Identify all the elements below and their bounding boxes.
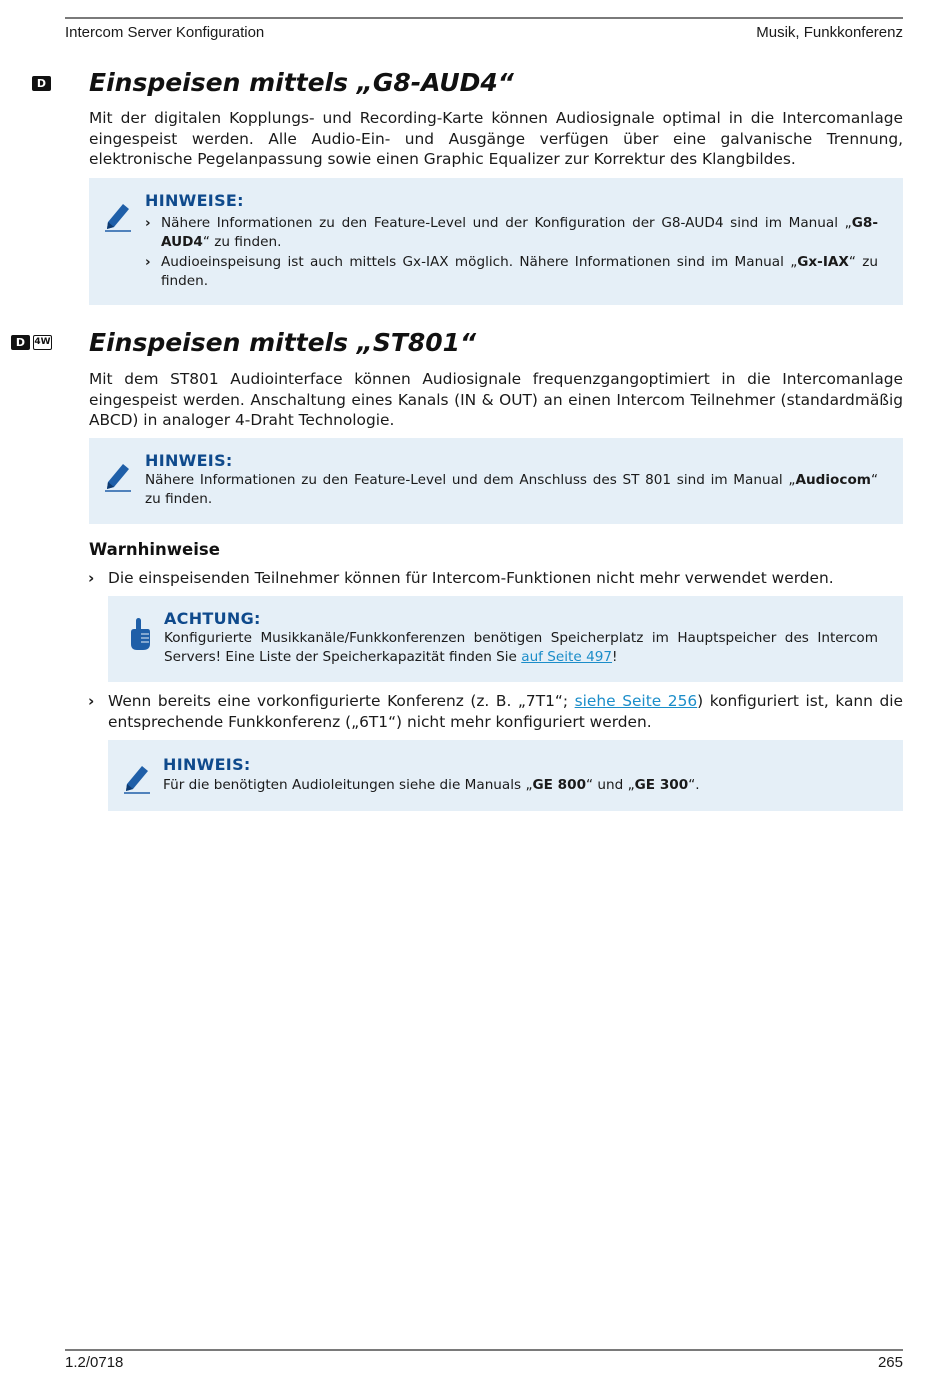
chevron-right-icon: › (145, 254, 151, 270)
caution-title: ACHTUNG: (164, 609, 261, 628)
section-paragraph-g8-aud4: Mit der digitalen Kopplungs- und Recording-Karte können Audiosignale optimal in die Intercomanlage eingespeist werden. Alle Audio-Ein- und Ausgänge verfügen über eine galvanische Trennung, elektronische Pegelanpassung sowie einen Graphic Equalizer zur Korrektur des Klangbildes. (89, 109, 903, 168)
caution-text: Konfigurierte Musikkanäle/Funkkonferenzen benötigen Speicherplatz im Hauptspeicher des Intercom Servers! Eine Liste der Speicherkapazität finden Sie auf Seite 497! (164, 630, 878, 665)
section-tag-d: D (11, 335, 30, 350)
note-text: Für die benötigten Audioleitungen siehe die Manuals „GE 800“ und „GE 300“. (163, 777, 700, 793)
note-text: Nähere Informationen zu den Feature-Level und dem Anschluss des ST 801 sind im Manual „Audiocom“ zu finden. (145, 472, 878, 507)
section-tag-d: D (32, 76, 51, 91)
section-title-g8-aud4: Einspeisen mittels „G8-AUD4“ (89, 68, 514, 97)
footer-page-number: 265 (877, 1354, 903, 1371)
page-link-256[interactable]: siehe Seite 256 (574, 692, 698, 710)
note-box-audioleitungen (108, 740, 903, 811)
note-title: HINWEIS: (163, 755, 251, 774)
note-list-item: › Audioeinspeisung ist auch mittels Gx-IAX möglich. Nähere Informationen sind im Manual „Gx-IAX“ zu finden. (145, 254, 878, 289)
header-left: Intercom Server Konfiguration (65, 24, 265, 41)
chevron-right-icon: › (88, 569, 95, 587)
chevron-right-icon: › (145, 215, 151, 231)
note-box-st801 (89, 438, 903, 524)
pointing-finger-icon (127, 616, 153, 652)
footer-version: 1.2/0718 (65, 1354, 124, 1371)
warnings-heading: Warnhinweise (89, 540, 220, 559)
page-link-497[interactable]: auf Seite 497 (521, 649, 613, 665)
pencil-icon (103, 198, 133, 232)
chevron-right-icon: › (88, 692, 95, 710)
header-rule (65, 17, 903, 19)
note-box-g8-aud4 (89, 178, 903, 305)
section-title-st801: Einspeisen mittels „ST801“ (89, 328, 477, 357)
note-title: HINWEIS: (145, 451, 233, 470)
warning-bullet-2: › Wenn bereits eine vorkonfigurierte Konferenz (z. B. „7T1“; siehe Seite 256) konfiguriert ist, kann die entsprechende Funkkonferenz („6T1“) nicht mehr konfiguriert werden. (88, 692, 903, 731)
section-paragraph-st801: Mit dem ST801 Audiointerface können Audiosignale frequenzgangoptimiert in die Intercomanlage eingespeist werden. Anschaltung eines Kanals (IN & OUT) an einen Intercom Teilnehmer (standardmäßig ABCD) in analoger 4-Draht Technologie. (89, 370, 903, 429)
section-tag-4w: 4W (33, 335, 52, 350)
footer-rule (65, 1349, 903, 1351)
header-right: Musik, Funkkonferenz (756, 24, 903, 41)
note-list (145, 214, 878, 292)
note-list-item: › Nähere Informationen zu den Feature-Level und der Konfiguration der G8-AUD4 sind im Manual „G8-AUD4“ zu finden. (145, 215, 878, 250)
pencil-icon (122, 760, 152, 794)
note-title: HINWEISE: (145, 191, 244, 210)
pencil-icon (103, 458, 133, 492)
caution-box (108, 596, 903, 682)
warning-bullet-1: › Die einspeisenden Teilnehmer können für Intercom-Funktionen nicht mehr verwendet werden. (88, 569, 834, 587)
